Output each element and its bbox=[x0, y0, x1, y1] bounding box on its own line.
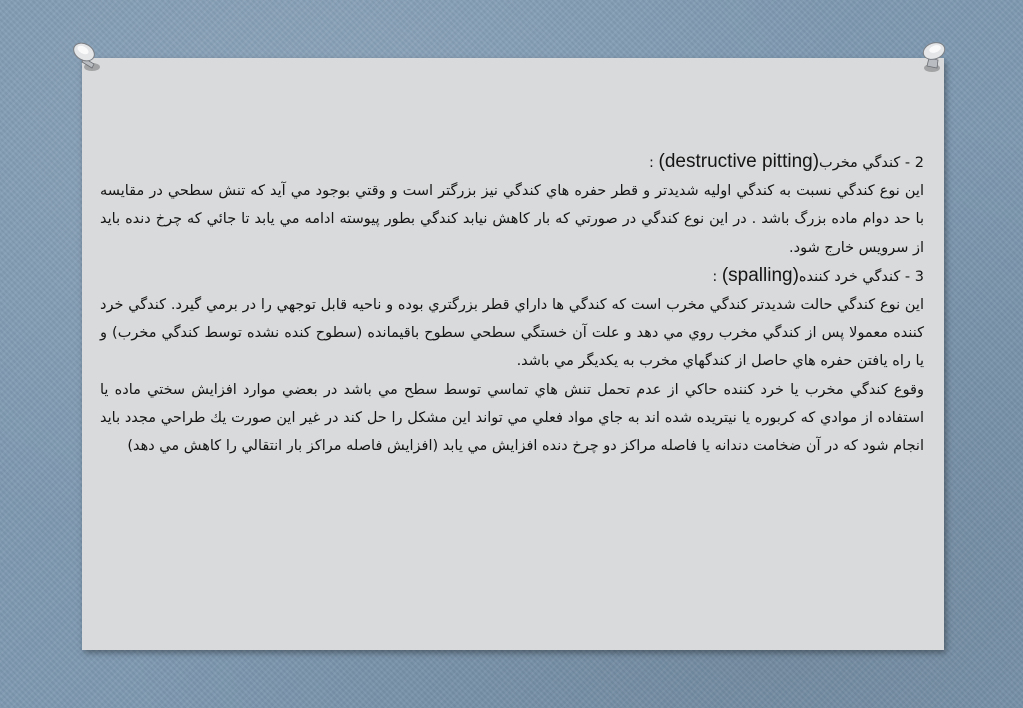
heading-2-latin: (destructive pitting) bbox=[658, 151, 820, 172]
paragraph-remedy: وقوع کندگي مخرب يا خرد کننده حاکي از عدم تحمل تنش هاي تماسي توسط سطح مي باشد در بعضي موارد افزايش سختي ماده يا استفاده از موادي که کربوره يا نيتريده شده اند به جاي مواد فعلي مي تواند اين مشکل را حل کند در غير اين صورت يك طراحي مجدد بايد انجام شود که در آن ضخامت دندانه يا فاصله مراکز دو چرخ دنده افزايش مي يابد (افزايش فاصله مراکز بار انتقالي را کاهش مي دهد) bbox=[100, 381, 924, 455]
pushpin-icon bbox=[912, 38, 952, 78]
paragraph-spalling: اين نوع کندگي حالت شديدتر کندگي مخرب است که کندگي ها داراي قطر بزرگتري بوده و ناحيه قابل توجهي را در برمي گيرد. کندگي خرد کننده معمولا پس از کندگي مخرب روي مي دهد و علت آن خستگي سطحي سطوح باقيمانده (سطوح کنده نشده توسط کندگي مخرب) و يا راه يافتن حفره هاي حاصل از کندگهاي مخرب به يکديگر مي باشد. bbox=[100, 297, 924, 370]
heading-3-text: 3 - کندگي خرد کننده bbox=[798, 268, 924, 285]
heading-2-colon: : bbox=[649, 155, 659, 171]
slide-body bbox=[100, 148, 924, 460]
heading-2-text: 2 - کندگي مخرب bbox=[819, 155, 924, 171]
pushpin-icon bbox=[70, 38, 110, 78]
heading-destructive-pitting bbox=[100, 148, 924, 177]
heading-spalling bbox=[100, 262, 924, 291]
paragraph-destructive-pitting: اين نوع کندگي نسبت به کندگي اوليه شديدتر و قطر حفره هاي کندگي نيز بزرگتر است و وقتي بوجود مي آيد که تنش سطحي در مقايسه با حد دوام ماده بزرگ باشد . در اين نوع کندگي در صورتي که بار کاهش نيابد کندگي بطور پيوسته ادامه مي يابد تا جائي که چرخ دنده بايد از سرويس خارج شود. bbox=[100, 183, 924, 256]
heading-3-colon: : bbox=[712, 268, 722, 285]
heading-3-latin: (spalling) bbox=[721, 264, 799, 286]
